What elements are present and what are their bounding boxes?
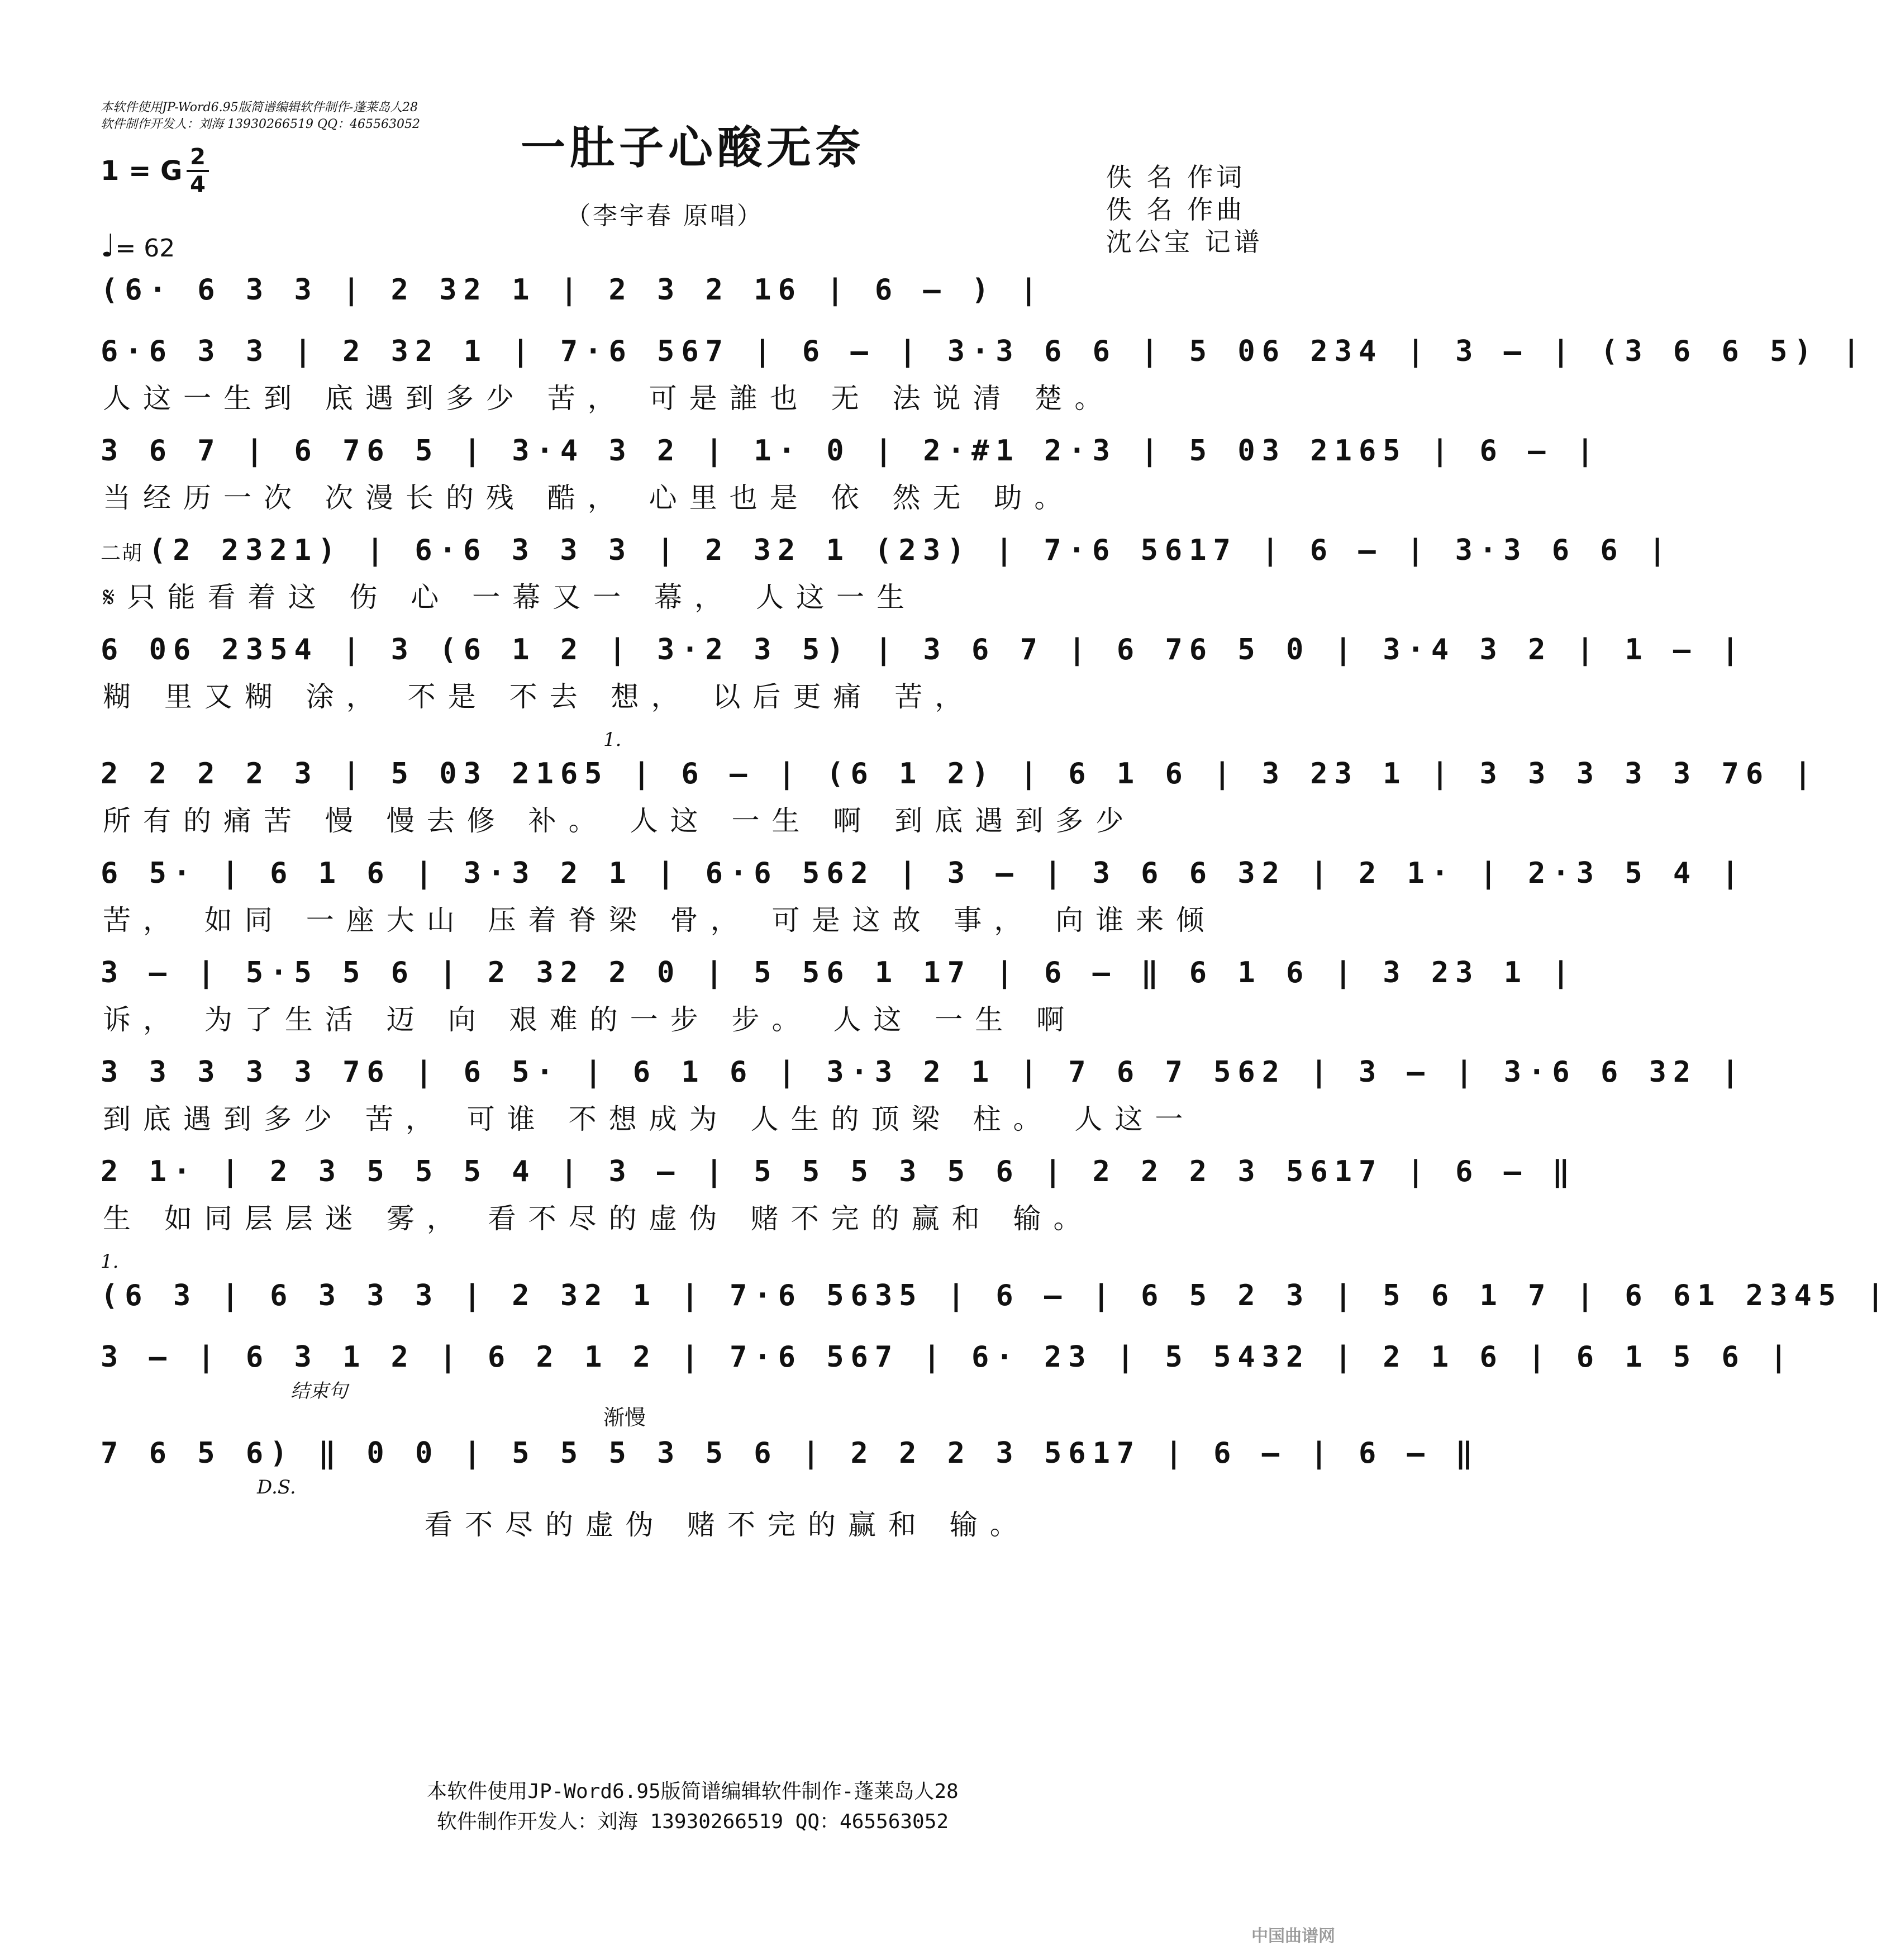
notation-row (101, 429, 1601, 473)
notation-row (101, 1274, 1891, 1317)
lyricist: 佚 名 作词 (1106, 162, 1246, 192)
song-title: 一肚子心酸无奈 (521, 122, 865, 174)
notation-row (101, 1335, 1794, 1379)
key-signature: 1 = G (101, 155, 183, 187)
notes: 3 – | 5·5 5 6 | 2 32 2 0 | 5 56 1 17 | 6 – ‖ 6 1 6 | 3 23 1 | (101, 956, 1576, 989)
software-note-line2: 软件制作开发人：刘海 13930266519 QQ：465563052 (101, 117, 421, 131)
composer: 佚 名 作曲 (1106, 194, 1246, 225)
coda-label: 结束句 (290, 1380, 347, 1402)
tempo-value: = 62 (115, 234, 175, 263)
lyric-line: 看不尽的虚伪 赌不完的赢和 输。 (425, 1509, 1030, 1541)
dal-segno-label: D.S. (257, 1476, 296, 1498)
notation-row (101, 268, 1285, 312)
lyric-line: 人这一生到 底遇到多少 苦， 可是誰也 无 法说清 楚。 (103, 382, 1115, 415)
lyric-line: 糊 里又糊 涂， 不是 不去 想， 以后更痛 苦， (103, 681, 975, 713)
lyric-line: 所有的痛苦 慢 慢去修 补。 人这 一生 啊 到底遇到多少 (103, 805, 1136, 837)
ritardando-mark: 渐慢 (603, 1405, 646, 1430)
coda-marker (101, 1379, 1285, 1404)
score-body (101, 268, 1891, 1555)
lyric-line: 生 如同层层迷 雾， 看不尽的虚伪 赌不完的赢和 输。 (103, 1202, 1094, 1235)
notes: 6 5· | 6 1 6 | 3·3 2 1 | 6·6 562 | 3 – | 3 6 6 32 | 2 1· | 2·3 5 4 | (101, 857, 1746, 890)
notation-row (101, 1150, 1576, 1193)
lyric-line: 当经历一次 次漫长的残 酷， 心里也是 依 然无 助。 (103, 482, 1075, 514)
footer-line2: 软件制作开发人：刘海 13930266519 QQ：465563052 (436, 1810, 949, 1833)
footer-note (0, 1777, 1385, 1837)
ending-marker (101, 1249, 1285, 1274)
notation-row (101, 628, 1746, 672)
instrument-label: 二胡 (101, 542, 144, 565)
ending-1-marker: 1. (603, 729, 622, 751)
meter-denominator: 4 (190, 172, 206, 198)
notation-row (101, 851, 1746, 895)
quarter-note-icon: ♩ (101, 228, 116, 264)
site-watermark: 中国曲谱网 (1251, 1926, 1335, 1946)
notes: 6 06 2354 | 3 (6 1 2 | 3·2 3 5) | 3 6 7 | 6 76 5 0 | 3·4 3 2 | 1 – | (101, 633, 1746, 667)
notation-row (101, 1050, 1746, 1094)
software-note-line1: 本软件使用JP-Word6.95版简谱编辑软件制作-蓬莱岛人28 (101, 101, 418, 115)
meter-numerator: 2 (187, 144, 209, 172)
notes: 6·6 3 3 | 2 32 1 | 7·6 567 | 6 – | 3·3 6 6 | 5 06 234 | 3 – | (3 6 6 5) | (101, 335, 1867, 368)
ending-marker (101, 727, 1285, 752)
ds-marker (101, 1475, 1285, 1500)
notes: (6· 6 3 3 | 2 32 1 | 2 3 2 16 | 6 – ) | (101, 273, 1044, 307)
notation-row (101, 1431, 1480, 1475)
notes: 2 2 2 2 3 | 5 03 2165 | 6 – | (6 1 2) | 6 1 6 | 3 23 1 | 3 3 3 3 3 76 | (101, 757, 1818, 791)
tempo-mark (101, 228, 175, 264)
ending-1-marker: 1. (101, 1250, 119, 1273)
lyric-line: 到底遇到多少 苦， 可谁 不想成为 人生的顶梁 柱。 人这一 (103, 1103, 1195, 1135)
notation-row (101, 752, 1818, 796)
notes: (2 2321) | 6·6 3 3 3 | 2 32 1 (23) | 7·6 5617 | 6 – | 3·3 6 6 | (149, 534, 1673, 567)
song-subtitle: （李宇春 原唱） (566, 202, 764, 230)
notes: 3 6 7 | 6 76 5 | 3·4 3 2 | 1· 0 | 2·#1 2·3 | 5 03 2165 | 6 – | (101, 434, 1601, 468)
notation-row (101, 330, 1867, 373)
footer-line1: 本软件使用JP-Word6.95版简谱编辑软件制作-蓬莱岛人28 (427, 1780, 959, 1803)
notes: 2 1· | 2 3 5 5 5 4 | 3 – | 5 5 5 3 5 6 | 2 2 2 3 5617 | 6 – ‖ (101, 1155, 1576, 1188)
lyric-line: 苦， 如同 一座大山 压着脊梁 骨， 可是这故 事， 向谁来倾 (103, 904, 1217, 936)
credits (1106, 161, 1263, 258)
lyric-line: 诉， 为了生活 迈 向 艰难的一步 步。 人这 一生 啊 (103, 1003, 1077, 1036)
notation-row (101, 951, 1576, 995)
notation-row (101, 529, 1673, 572)
notes: 3 – | 6 3 1 2 | 6 2 1 2 | 7·6 567 | 6· 23 | 5 5432 | 2 1 6 | 6 1 5 6 | (101, 1340, 1794, 1374)
notes: 7 6 5 6) ‖ 0 0 | 5 5 5 3 5 6 | 2 2 2 3 5617 | 6 – | 6 – ‖ (101, 1436, 1480, 1470)
time-signature (187, 144, 209, 198)
lyric-line: 𝄋只能看着这 伤 心 一幕又一 幕， 人这一生 (103, 581, 917, 613)
notes: 3 3 3 3 3 76 | 6 5· | 6 1 6 | 3·3 2 1 | 7 6 7 562 | 3 – | 3·6 6 32 | (101, 1055, 1746, 1089)
transcriber: 沈公宝 记谱 (1106, 227, 1263, 257)
notes: (6 3 | 6 3 3 3 | 2 32 1 | 7·6 5635 | 6 – | 6 5 2 3 | 5 6 1 7 | 6 61 2345 | (101, 1279, 1891, 1312)
